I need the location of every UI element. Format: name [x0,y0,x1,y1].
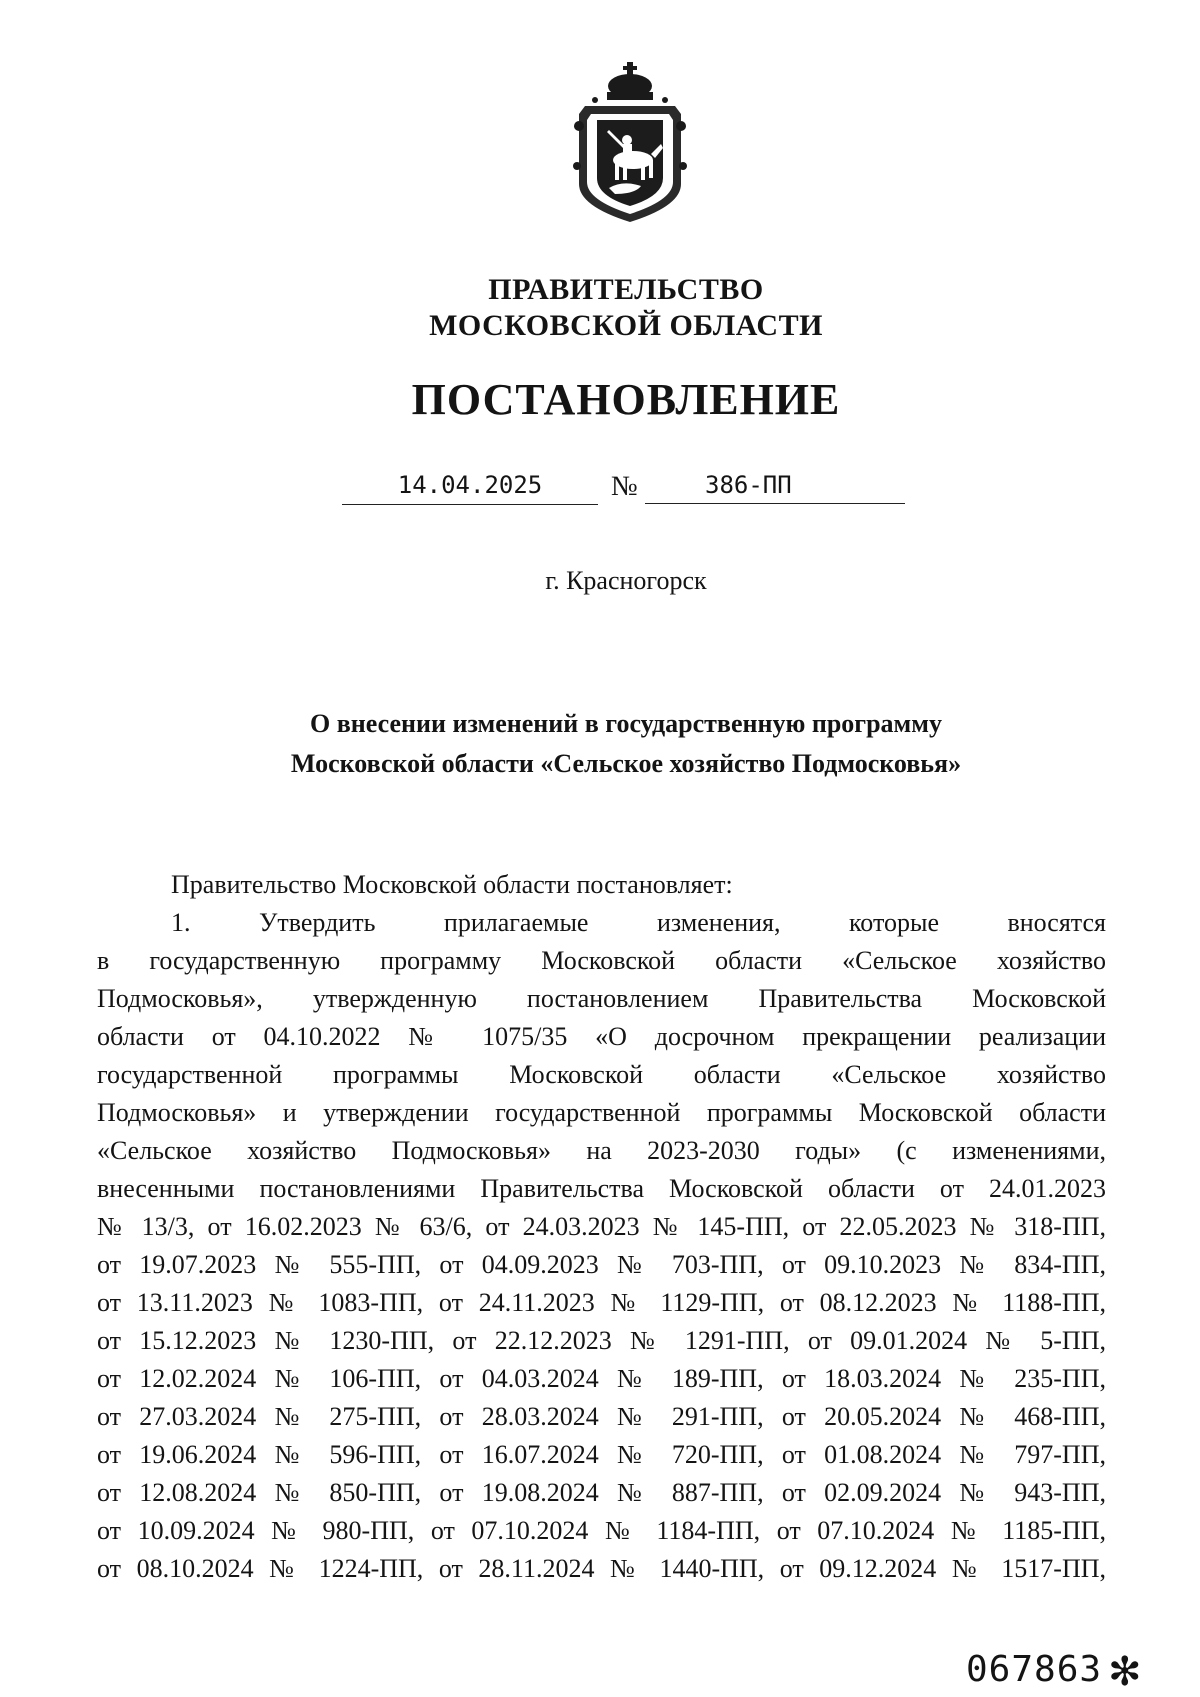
body-line: области от 04.10.2022 № 1075/35 «О досрочном прекращении реализации [97,1022,1106,1051]
government-title-line1: ПРАВИТЕЛЬСТВО [488,273,764,306]
body-line: Подмосковья», утвержденную постановлением Правительства Московской [97,984,1106,1013]
document-number: 386-ПП [645,470,905,504]
body-line: «Сельское хозяйство Подмосковья» на 2023-2030 годы» (с изменениями, [97,1136,1106,1165]
body-line: от 27.03.2024 № 275-ПП, от 28.03.2024 № 291-ПП, от 20.05.2024 № 468-ПП, [97,1402,1106,1431]
body-line: от 10.09.2024 № 980-ПП, от 07.10.2024 № 1184-ПП, от 07.10.2024 № 1185-ПП, [97,1516,1106,1545]
body-line: от 19.07.2023 № 555-ПП, от 04.09.2023 № 703-ПП, от 09.10.2023 № 834-ПП, [97,1250,1106,1279]
government-title-line2: МОСКОВСКОЙ ОБЛАСТИ [429,309,823,342]
subject-title-line2: Московской области «Сельское хозяйство Подмосковья» [290,749,962,778]
number-sign: № [611,471,638,502]
document-type-title: ПОСТАНОВЛЕНИЕ [411,375,841,424]
document-city: г. Красногорск [545,566,707,595]
body-line: от 12.02.2024 № 106-ПП, от 04.03.2024 № 189-ПП, от 18.03.2024 № 235-ПП, [97,1364,1106,1393]
moscow-oblast-coat-of-arms-icon [565,56,695,228]
body-line: 1. Утвердить прилагаемые изменения, которые вносятся [171,908,1106,937]
body-line: от 15.12.2023 № 1230-ПП, от 22.12.2023 № 1291-ПП, от 09.01.2024 № 5-ПП, [97,1326,1106,1355]
body-line: в государственную программу Московской области «Сельское хозяйство [97,946,1106,975]
body-line: Правительство Московской области постановляет: [171,870,733,899]
body-line: государственной программы Московской области «Сельское хозяйство [97,1060,1106,1089]
document-date: 14.04.2025 [342,470,598,505]
body-line: Подмосковья» и утверждении государственной программы Московской области [97,1098,1106,1127]
body-line: от 19.06.2024 № 596-ПП, от 16.07.2024 № 720-ПП, от 01.08.2024 № 797-ПП, [97,1440,1106,1469]
body-line: внесенными постановлениями Правительства Московской области от 24.01.2023 [97,1174,1106,1203]
body-line: № 13/3, от 16.02.2023 № 63/6, от 24.03.2023 № 145-ПП, от 22.05.2023 № 318-ПП, [97,1212,1106,1241]
body-line: от 08.10.2024 № 1224-ПП, от 28.11.2024 № 1440-ПП, от 09.12.2024 № 1517-ПП, [97,1554,1106,1583]
body-line: от 13.11.2023 № 1083-ПП, от 24.11.2023 № 1129-ПП, от 08.12.2023 № 1188-ПП, [97,1288,1106,1317]
serial-number: 067863 [966,1649,1103,1690]
subject-title-line1: О внесении изменений в государственную программу [310,709,942,738]
asterisk-mark-icon: ✻ [1108,1649,1142,1694]
body-line: от 12.08.2024 № 850-ПП, от 19.08.2024 № 887-ПП, от 02.09.2024 № 943-ПП, [97,1478,1106,1507]
